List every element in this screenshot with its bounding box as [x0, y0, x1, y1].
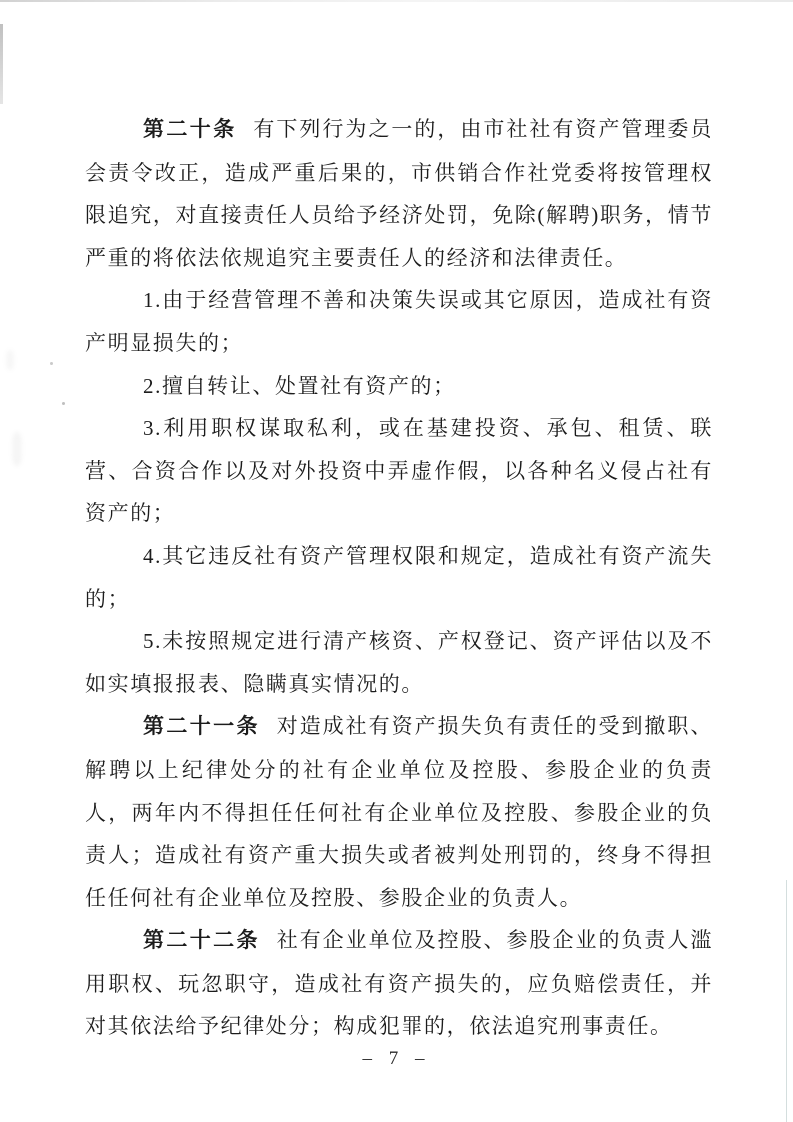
article-paragraph: [85, 705, 713, 919]
scan-artifact-smudge: [12, 432, 22, 466]
article-paragraph: [85, 919, 713, 1048]
list-item-paragraph: [85, 620, 713, 705]
scan-artifact-speck: [50, 362, 53, 365]
list-item-paragraph: [85, 279, 713, 364]
paragraph-text: 3.利用职权谋取私利，或在基建投资、承包、租赁、联营、合资合作以及对外投资中弄虚作假，以各种名义侵占社有资产的；: [85, 416, 713, 526]
paragraph-text: 对造成社有资产损失负有责任的受到撤职、解聘以上纪律处分的社有企业单位及控股、参股企业的负责人，两年内不得担任任何社有企业单位及控股、参股企业的负责人；造成社有资产重大损失或者被判处刑罚的，终身不得担任任何社有企业单位及控股、参股企业的负责人。: [85, 714, 714, 910]
article-number-label: 第二十一条: [143, 715, 260, 739]
paragraph-text: 社有企业单位及控股、参股企业的负责人滥用职权、玩忽职守，造成社有资产损失的，应负赔偿责任，并对其依法给予纪律处分；构成犯罪的，依法追究刑事责任。: [85, 928, 714, 1039]
article-number-label: 第二十条: [143, 118, 237, 141]
paragraph-text: 2.擅自转让、处置社有资产的；: [143, 373, 456, 398]
scan-artifact-smudge: [6, 350, 14, 370]
paragraph-text: 4.其它违反社有资产管理权限和规定，造成社有资产流失的；: [85, 543, 713, 611]
paragraph-text: 1.由于经营管理不善和决策失误或其它原因，造成社有资产明显损失的；: [85, 288, 713, 355]
article-paragraph: [85, 108, 713, 279]
article-number-label: 第二十二条: [143, 929, 260, 953]
scan-artifact-top-edge: [0, 0, 793, 2]
list-item-paragraph: [85, 407, 713, 535]
scan-artifact-right-edge: [786, 880, 787, 1122]
paragraph-text: 5.未按照规定进行清产核资、产权登记、资产评估以及不如实填报报表、隐瞒真实情况的。: [85, 629, 713, 696]
document-body: [85, 108, 713, 1048]
list-item-paragraph: [85, 535, 713, 620]
paragraph-text: 有下列行为之一的，由市社社有资产管理委员会责令改正，造成严重后果的，市供销合作社党委将按管理权限追究，对直接责任人员给予经济处罚，免除(解聘)职务，情节严重的将依法依规追究主要责任人的经济和法律责任。: [85, 117, 714, 270]
scan-artifact-left-edge: [0, 24, 3, 104]
list-item-paragraph: [85, 365, 713, 408]
scan-artifact-speck: [62, 402, 65, 405]
page-number: – 7 –: [362, 1048, 431, 1069]
